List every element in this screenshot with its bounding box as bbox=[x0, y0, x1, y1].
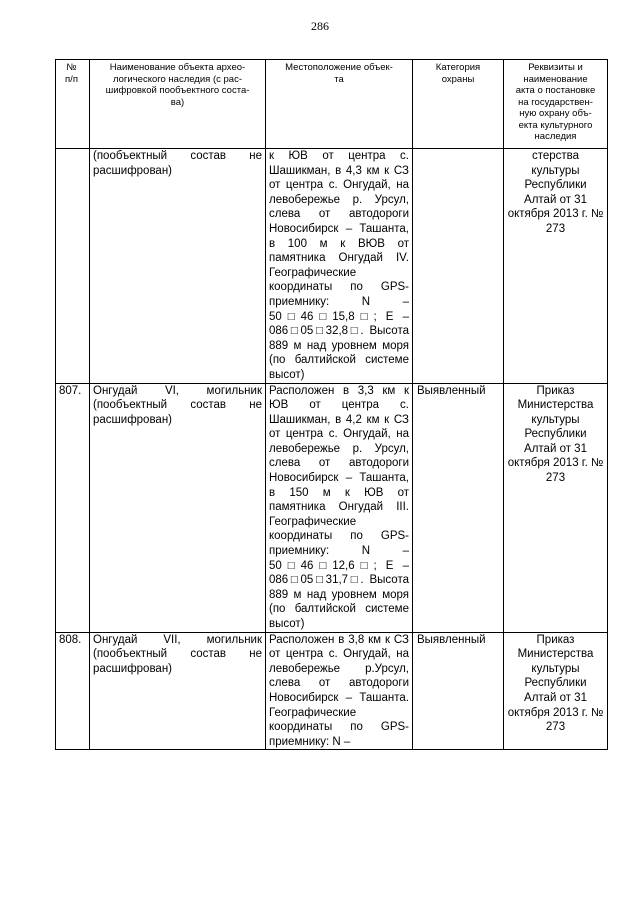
row-requisites: Приказ Министерства культуры Республики Алтай от 31 октября 2013 г. № 273 bbox=[504, 632, 608, 750]
row-requisites: Приказ Министерства культуры Республики Алтай от 31 октября 2013 г. № 273 bbox=[504, 383, 608, 632]
header-name: Наименование объекта архео- логического наследия (с рас- шифровкой пообъектного соста- ва) bbox=[90, 60, 266, 149]
row-location: к ЮВ от центра с. Шашикман, в 4,3 км к СЗ от центра с. Онгудай, на левобережье р. Урсул, слева от автодороги Новосибирск – Ташанта, в 100 м к ВЮВ от памятника Онгудай IV. Географические координаты по GPS-приемнику: N – 50□46□15,8□; E – 086□05□32,8□. Высота 889 м над уровнем моря (по балтийской системе высот) bbox=[266, 149, 413, 384]
header-requisites: Реквизиты и наименование акта о постановке на государствен- ную охрану объ- екта культурного наследия bbox=[504, 60, 608, 149]
header-category: Категория охраны bbox=[413, 60, 504, 149]
row-location: Расположен в 3,3 км к ЮВ от центра с. Шашикман, в 4,2 км к СЗ от центра с. Онгудай, на левобережье р. Урсул, слева от автодороги Новосибирск – Ташанта, в 150 м к ЮВ от памятника Онгудай III. Географические координаты по GPS-приемнику: N – 50□46□12,6□; E – 086□05□31,7□. Высота 889 м над уровнем моря (по балтийской системе высот) bbox=[266, 383, 413, 632]
row-num: 808. bbox=[56, 632, 90, 750]
row-name: (пообъектный состав не расшифрован) bbox=[90, 149, 266, 384]
row-category: Выявленный bbox=[413, 632, 504, 750]
row-num: 807. bbox=[56, 383, 90, 632]
row-requisites: стерства культуры Республики Алтай от 31 октября 2013 г. № 273 bbox=[504, 149, 608, 384]
row-num bbox=[56, 149, 90, 384]
row-name: Онгудай VII, могильник (пообъектный состав не расшифрован) bbox=[90, 632, 266, 750]
row-category: Выявленный bbox=[413, 383, 504, 632]
header-location: Местоположение объек- та bbox=[266, 60, 413, 149]
row-category bbox=[413, 149, 504, 384]
heritage-objects-table bbox=[55, 59, 608, 750]
header-num: № п/п bbox=[56, 60, 90, 149]
row-location: Расположен в 3,8 км к СЗ от центра с. Онгудай, на левобережье р.Урсул, слева от автодороги Новосибирск – Ташанта. Географические координаты по GPS-приемнику: N – bbox=[266, 632, 413, 750]
table-row bbox=[56, 149, 608, 384]
table-row bbox=[56, 632, 608, 750]
row-name: Онгудай VI, могильник (пообъектный состав не расшифрован) bbox=[90, 383, 266, 632]
page-number: 286 bbox=[311, 19, 329, 33]
table-header-row bbox=[56, 60, 608, 149]
table-row bbox=[56, 383, 608, 632]
